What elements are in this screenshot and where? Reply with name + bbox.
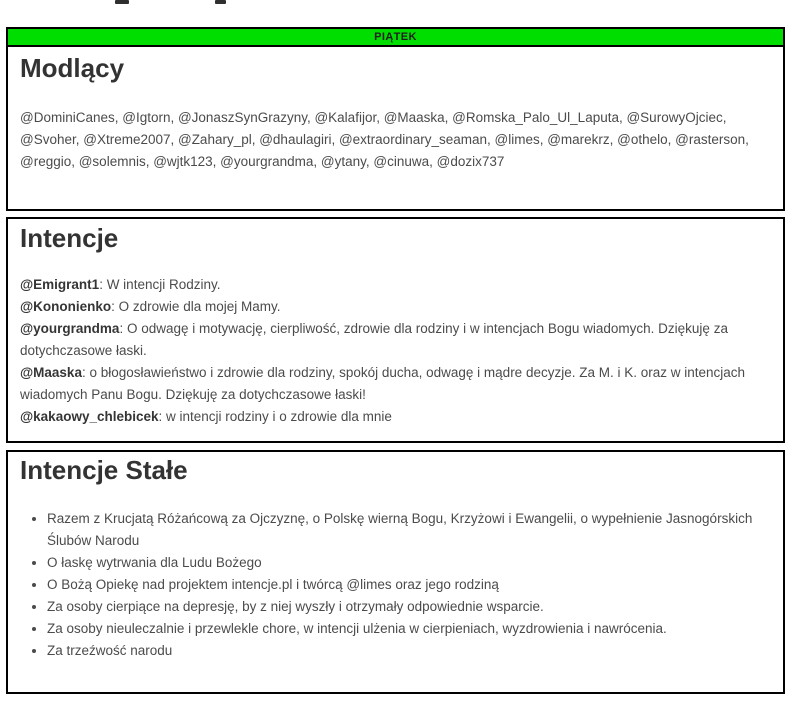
intention-username: @kakaowy_chlebicek [20, 409, 159, 424]
section-title-modlacy: Modlący [20, 53, 125, 83]
intention-item: @Emigrant1: W intencji Rodziny. [20, 277, 221, 292]
intention-list [20, 274, 771, 428]
intention-username: @Maaska [20, 365, 82, 380]
section-title-intencje: Intencje [20, 223, 119, 253]
section-title-intencje-stale: Intencje Stałe [20, 455, 188, 485]
intention-item: @Kononienko: O zdrowie dla mojej Mamy. [20, 299, 281, 314]
permanent-intentions-list [20, 508, 771, 662]
day-label: PIĄTEK [374, 31, 417, 43]
intention-username: @yourgrandma [20, 321, 120, 336]
intention-username: @Emigrant1 [20, 277, 100, 292]
permanent-intention-item: • O łaskę wytrwania dla Ludu Bożego [47, 552, 771, 574]
intention-item: @yourgrandma: O odwagę i motywację, cierpliwość, zdrowie dla rodziny i w intencjach Bogu wiadomych. Dziękuję za dotychczasowe łaski. [20, 321, 728, 358]
permanent-intention-item: • Za osoby nieuleczalnie i przewlekle chore, w intencji ulżenia w cierpieniach, wyzdrowienia i nawrócenia. [47, 618, 771, 640]
intention-item: @Maaska: o błogosławieństwo i zdrowie dla rodziny, spokój ducha, odwagę i mądre decyzje. Za M. i K. oraz w intencjach wiadomych Panu Bogu. Dziękuję za dotychczasowe łaski! [20, 365, 746, 402]
section-intencje [6, 217, 785, 443]
day-header-bar [6, 27, 785, 47]
section-intencje-stale [6, 450, 785, 694]
intention-username: @Kononienko [20, 299, 112, 314]
praying-users-list: @DominiCanes, @Igtorn, @JonaszSynGrazyny, @Kalafijor, @Maaska, @Romska_Palo_Ul_Laputa, @SurowyOjciec, @Svoher, @Xtreme2007, @Zahary_pl, @dhaulagiri, @extraordinary_seaman, @limes, @marekrz, @othelo, @rasterson, @reggio, @solemnis, @wjtk123, @yourgrandma, @ytany, @cinuwa, @dozix737 [20, 110, 749, 169]
section-modlacy [6, 47, 785, 211]
permanent-intention-item: • Za trzeźwość narodu [47, 640, 771, 662]
permanent-intention-item: • Razem z Krucjatą Różańcową za Ojczyznę, o Polskę wierną Bogu, Krzyżowi i Ewangelii, o wypełnienie Jasnogórskich Ślubów Narodu [47, 508, 771, 552]
permanent-intention-item: • Za osoby cierpiące na depresję, by z niej wyszły i otrzymały odpowiednie wsparcie. [47, 596, 771, 618]
permanent-intention-item: • O Bożą Opiekę nad projektem intencje.pl i twórcą @limes oraz jego rodziną [47, 574, 771, 596]
page [6, 0, 785, 694]
intention-item: @kakaowy_chlebicek: w intencji rodziny i o zdrowie dla mnie [20, 409, 392, 424]
